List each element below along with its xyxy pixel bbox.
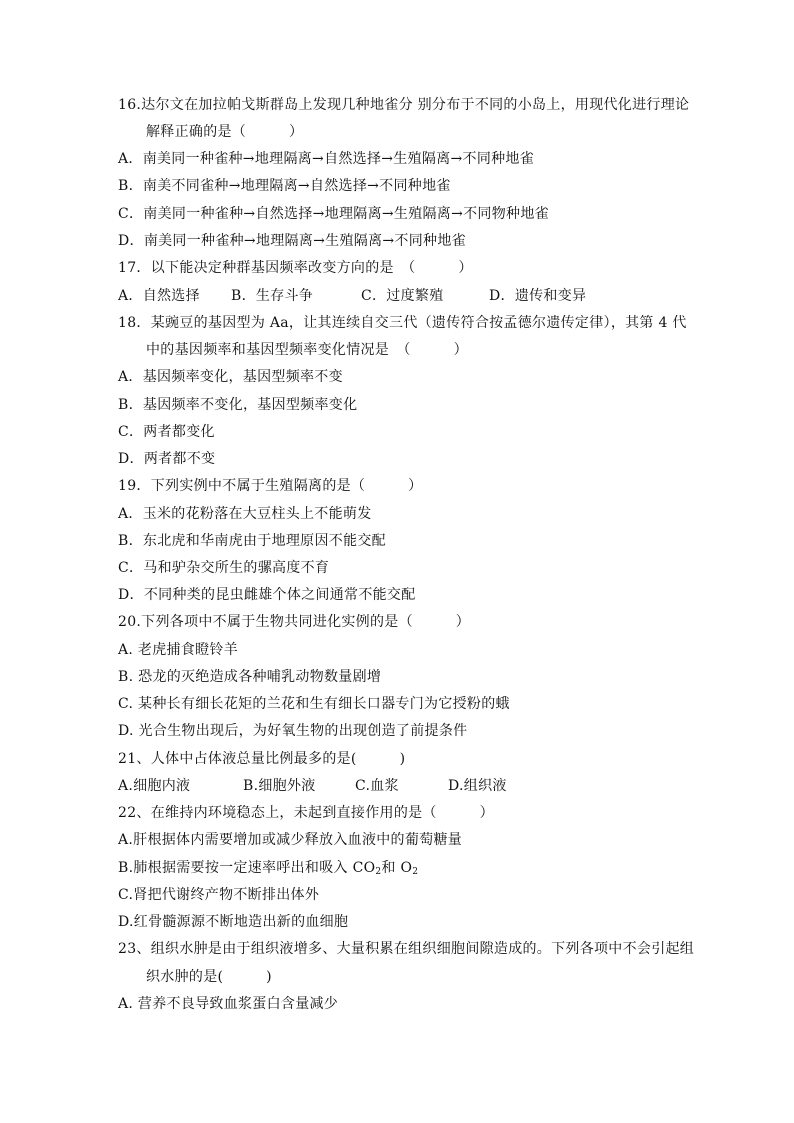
q16-option-d: D．南美同一种雀种→地理隔离→生殖隔离→不同种地雀 [118, 233, 466, 249]
q19-stem: 19．下列实例中不属于生殖隔离的是（ ） [118, 478, 423, 494]
q19-option-d: D．不同种类的昆虫雌雄个体之间通常不能交配 [118, 587, 416, 603]
q18-stem-line-1: 18．某豌豆的基因型为 Aa，让其连续自交三代（遗传符合按孟德尔遗传定律），其第 4 代 [118, 315, 687, 331]
q16-option-b: B．南美不同雀种→地理隔离→自然选择→不同种地雀 [118, 178, 451, 194]
q16-stem-line-2: 解释正确的是（ ） [146, 124, 304, 140]
q20-option-b: B. 恐龙的灭绝造成各种哺乳动物数量剧增 [118, 669, 382, 685]
q23-option-a: A. 营养不良导致血浆蛋白含量减少 [118, 996, 339, 1012]
q21-stem: 21、人体中占体液总量比例最多的是( ) [118, 751, 406, 767]
q18-option-b: B．基因频率不变化，基因型频率变化 [118, 397, 358, 413]
q21-option-d: D.组织液 [448, 778, 507, 794]
co2-subscript: 2 [375, 867, 382, 877]
q23-stem-line-2: 织水肿的是( ) [146, 969, 272, 985]
q21-option-b: B.细胞外液 [243, 778, 316, 794]
q16-stem-line-1: 16.达尔文在加拉帕戈斯群岛上发现几种地雀分 别分布于不同的小岛上，用现代化进行理论 [118, 97, 690, 113]
q20-option-d: D. 光合生物出现后，为好氧生物的出现创造了前提条件 [118, 723, 468, 739]
q18-stem-line-2: 中的基因频率和基因型频率变化情况是 （ ） [146, 342, 468, 358]
q19-option-b: B．东北虎和华南虎由于地理原因不能交配 [118, 533, 386, 549]
q17-option-b: B．生存斗争 [231, 288, 314, 304]
q16-option-a: A．南美同一种雀种→地理隔离→自然选择→生殖隔离→不同种地雀 [118, 151, 535, 167]
q18-option-d: D．两者都不变 [118, 451, 216, 467]
q17-stem: 17．以下能决定种群基因频率改变方向的是 （ ） [118, 260, 473, 276]
q22-option-b [118, 859, 418, 881]
o2-subscript: 2 [412, 867, 419, 877]
q18-option-a: A．基因频率变化，基因型频率不变 [118, 369, 343, 385]
q17-option-c: C．过度繁殖 [361, 288, 444, 304]
q17-option-a: A．自然选择 [118, 288, 200, 304]
q22-option-a: A.肝根据体内需要增加或减少释放入血液中的葡萄糖量 [118, 832, 463, 848]
q22-stem: 22、在维持内环境稳态上，未起到直接作用的是（ ） [118, 805, 494, 821]
q16-option-c: C．南美同一种雀种→自然选择→地理隔离→生殖隔离→不同物种地雀 [118, 206, 549, 222]
q22-option-c: C.肾把代谢终产物不断排出体外 [118, 887, 320, 903]
q19-option-c: C．马和驴杂交所生的骡高度不育 [118, 560, 330, 576]
q22-option-b-mid: 和 O [381, 860, 413, 876]
q20-stem: 20.下列各项中不属于生物共同进化实例的是（ ） [118, 614, 471, 630]
q17-option-d: D．遗传和变异 [489, 288, 587, 304]
q21-option-a: A.细胞内液 [118, 778, 191, 794]
q20-option-a: A. 老虎捕食瞪铃羊 [118, 642, 239, 658]
q22-option-d: D.红骨髓源源不断地造出新的血细胞 [118, 914, 349, 930]
q19-option-a: A．玉米的花粉落在大豆柱头上不能萌发 [118, 506, 372, 522]
q22-option-b-text: B.肺根据需要按一定速率呼出和吸入 CO [118, 860, 376, 876]
q20-option-c: C. 某种长有细长花矩的兰花和生有细长口器专门为它授粉的蛾 [118, 696, 510, 712]
q23-stem-line-1: 23、组织水肿是由于组织液增多、大量积累在组织细胞间隙造成的。下列各项中不会引起组 [118, 941, 695, 957]
q18-option-c: C．两者都变化 [118, 424, 215, 440]
q21-option-c: C.血浆 [355, 778, 399, 794]
